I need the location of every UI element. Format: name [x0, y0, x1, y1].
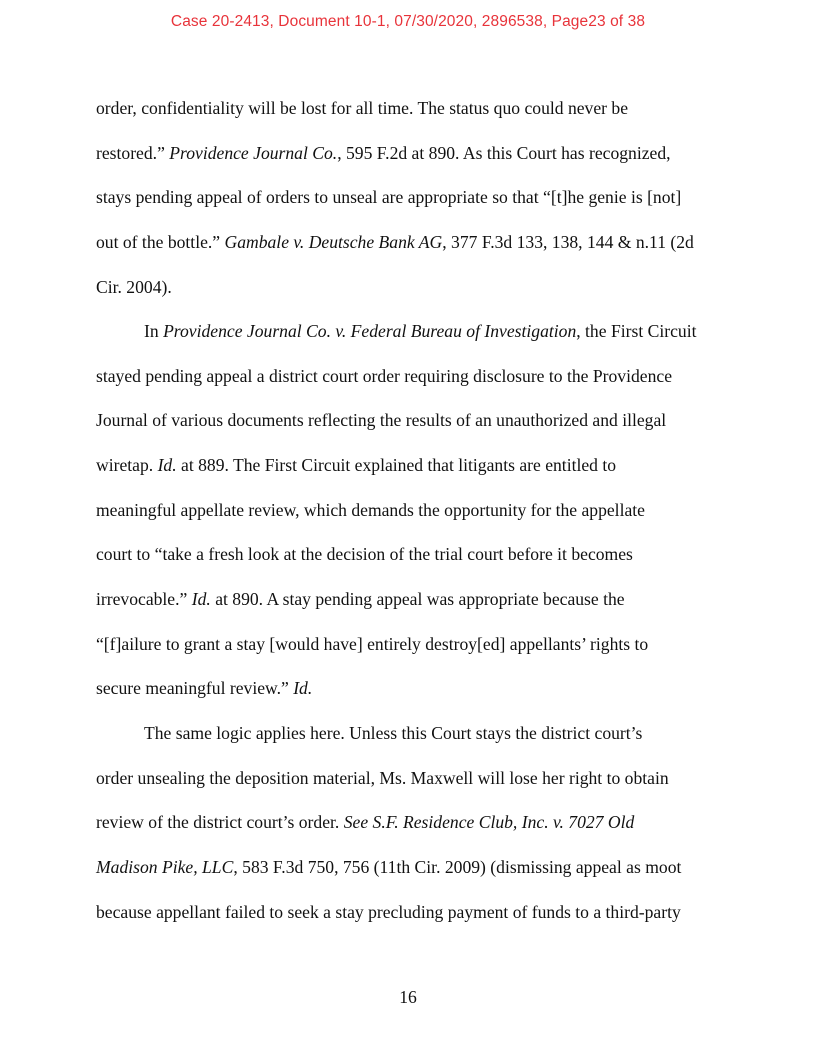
text-line: stayed pending appeal a district court order requiring disclosure to the Providence — [96, 365, 673, 386]
text-line: wiretap. Id. at 889. The First Circuit explained that litigants are entitled to — [96, 455, 617, 476]
page-number: 16 — [399, 987, 417, 1007]
text-line: irrevocable.” Id. at 890. A stay pending appeal was appropriate because the — [96, 589, 625, 610]
id-citation: Id. — [293, 678, 313, 699]
paragraph-start-line: In Providence Journal Co. v. Federal Bureau of Investigation, the First Circuit — [144, 321, 697, 342]
text-line: meaningful appellate review, which demands the opportunity for the appellate — [96, 499, 645, 520]
case-citation: Madison Pike, LLC — [96, 856, 234, 877]
text-line: Madison Pike, LLC, 583 F.3d 750, 756 (11th Cir. 2009) (dismissing appeal as moot — [96, 856, 682, 877]
text-line: court to “take a fresh look at the decision of the trial court before it becomes — [96, 544, 633, 565]
id-citation: Id. — [191, 589, 211, 610]
id-citation: Id. — [157, 455, 177, 476]
text-line: out of the bottle.” Gambale v. Deutsche Bank AG, 377 F.3d 133, 138, 144 & n.11 (2d — [96, 231, 694, 252]
text-line: Journal of various documents reflecting the results of an unauthorized and illegal — [96, 410, 667, 431]
case-citation: Providence Journal Co. — [169, 142, 338, 163]
case-citation: Providence Journal Co. v. Federal Bureau of Investigation — [163, 321, 577, 342]
case-citation: Gambale v. Deutsche Bank AG — [224, 231, 443, 252]
text-line: “[f]ailure to grant a stay [would have] entirely destroy[ed] appellants’ rights to — [96, 633, 649, 654]
text-line: secure meaningful review.” Id. — [96, 678, 313, 699]
text-line: order unsealing the deposition material, Ms. Maxwell will lose her right to obtain — [96, 767, 669, 788]
text-line: Cir. 2004). — [96, 276, 172, 297]
text-line: stays pending appeal of orders to unseal are appropriate so that “[t]he genie is [not] — [96, 187, 682, 208]
text-line: because appellant failed to seek a stay precluding payment of funds to a third-party — [96, 901, 681, 922]
text-line: order, confidentiality will be lost for all time. The status quo could never be — [96, 98, 629, 118]
case-citation: See S.F. Residence Club, Inc. v. 7027 Old — [343, 812, 635, 833]
paragraph-start-line: The same logic applies here. Unless this Court stays the district court’s — [144, 722, 643, 743]
text-line: review of the district court’s order. See S.F. Residence Club, Inc. v. 7027 Old — [96, 812, 635, 833]
case-header: Case 20-2413, Document 10-1, 07/30/2020, 2896538, Page23 of 38 — [170, 13, 646, 30]
document-body — [96, 92, 736, 940]
text-line: restored.” Providence Journal Co., 595 F.2d at 890. As this Court has recognized, — [96, 142, 671, 163]
